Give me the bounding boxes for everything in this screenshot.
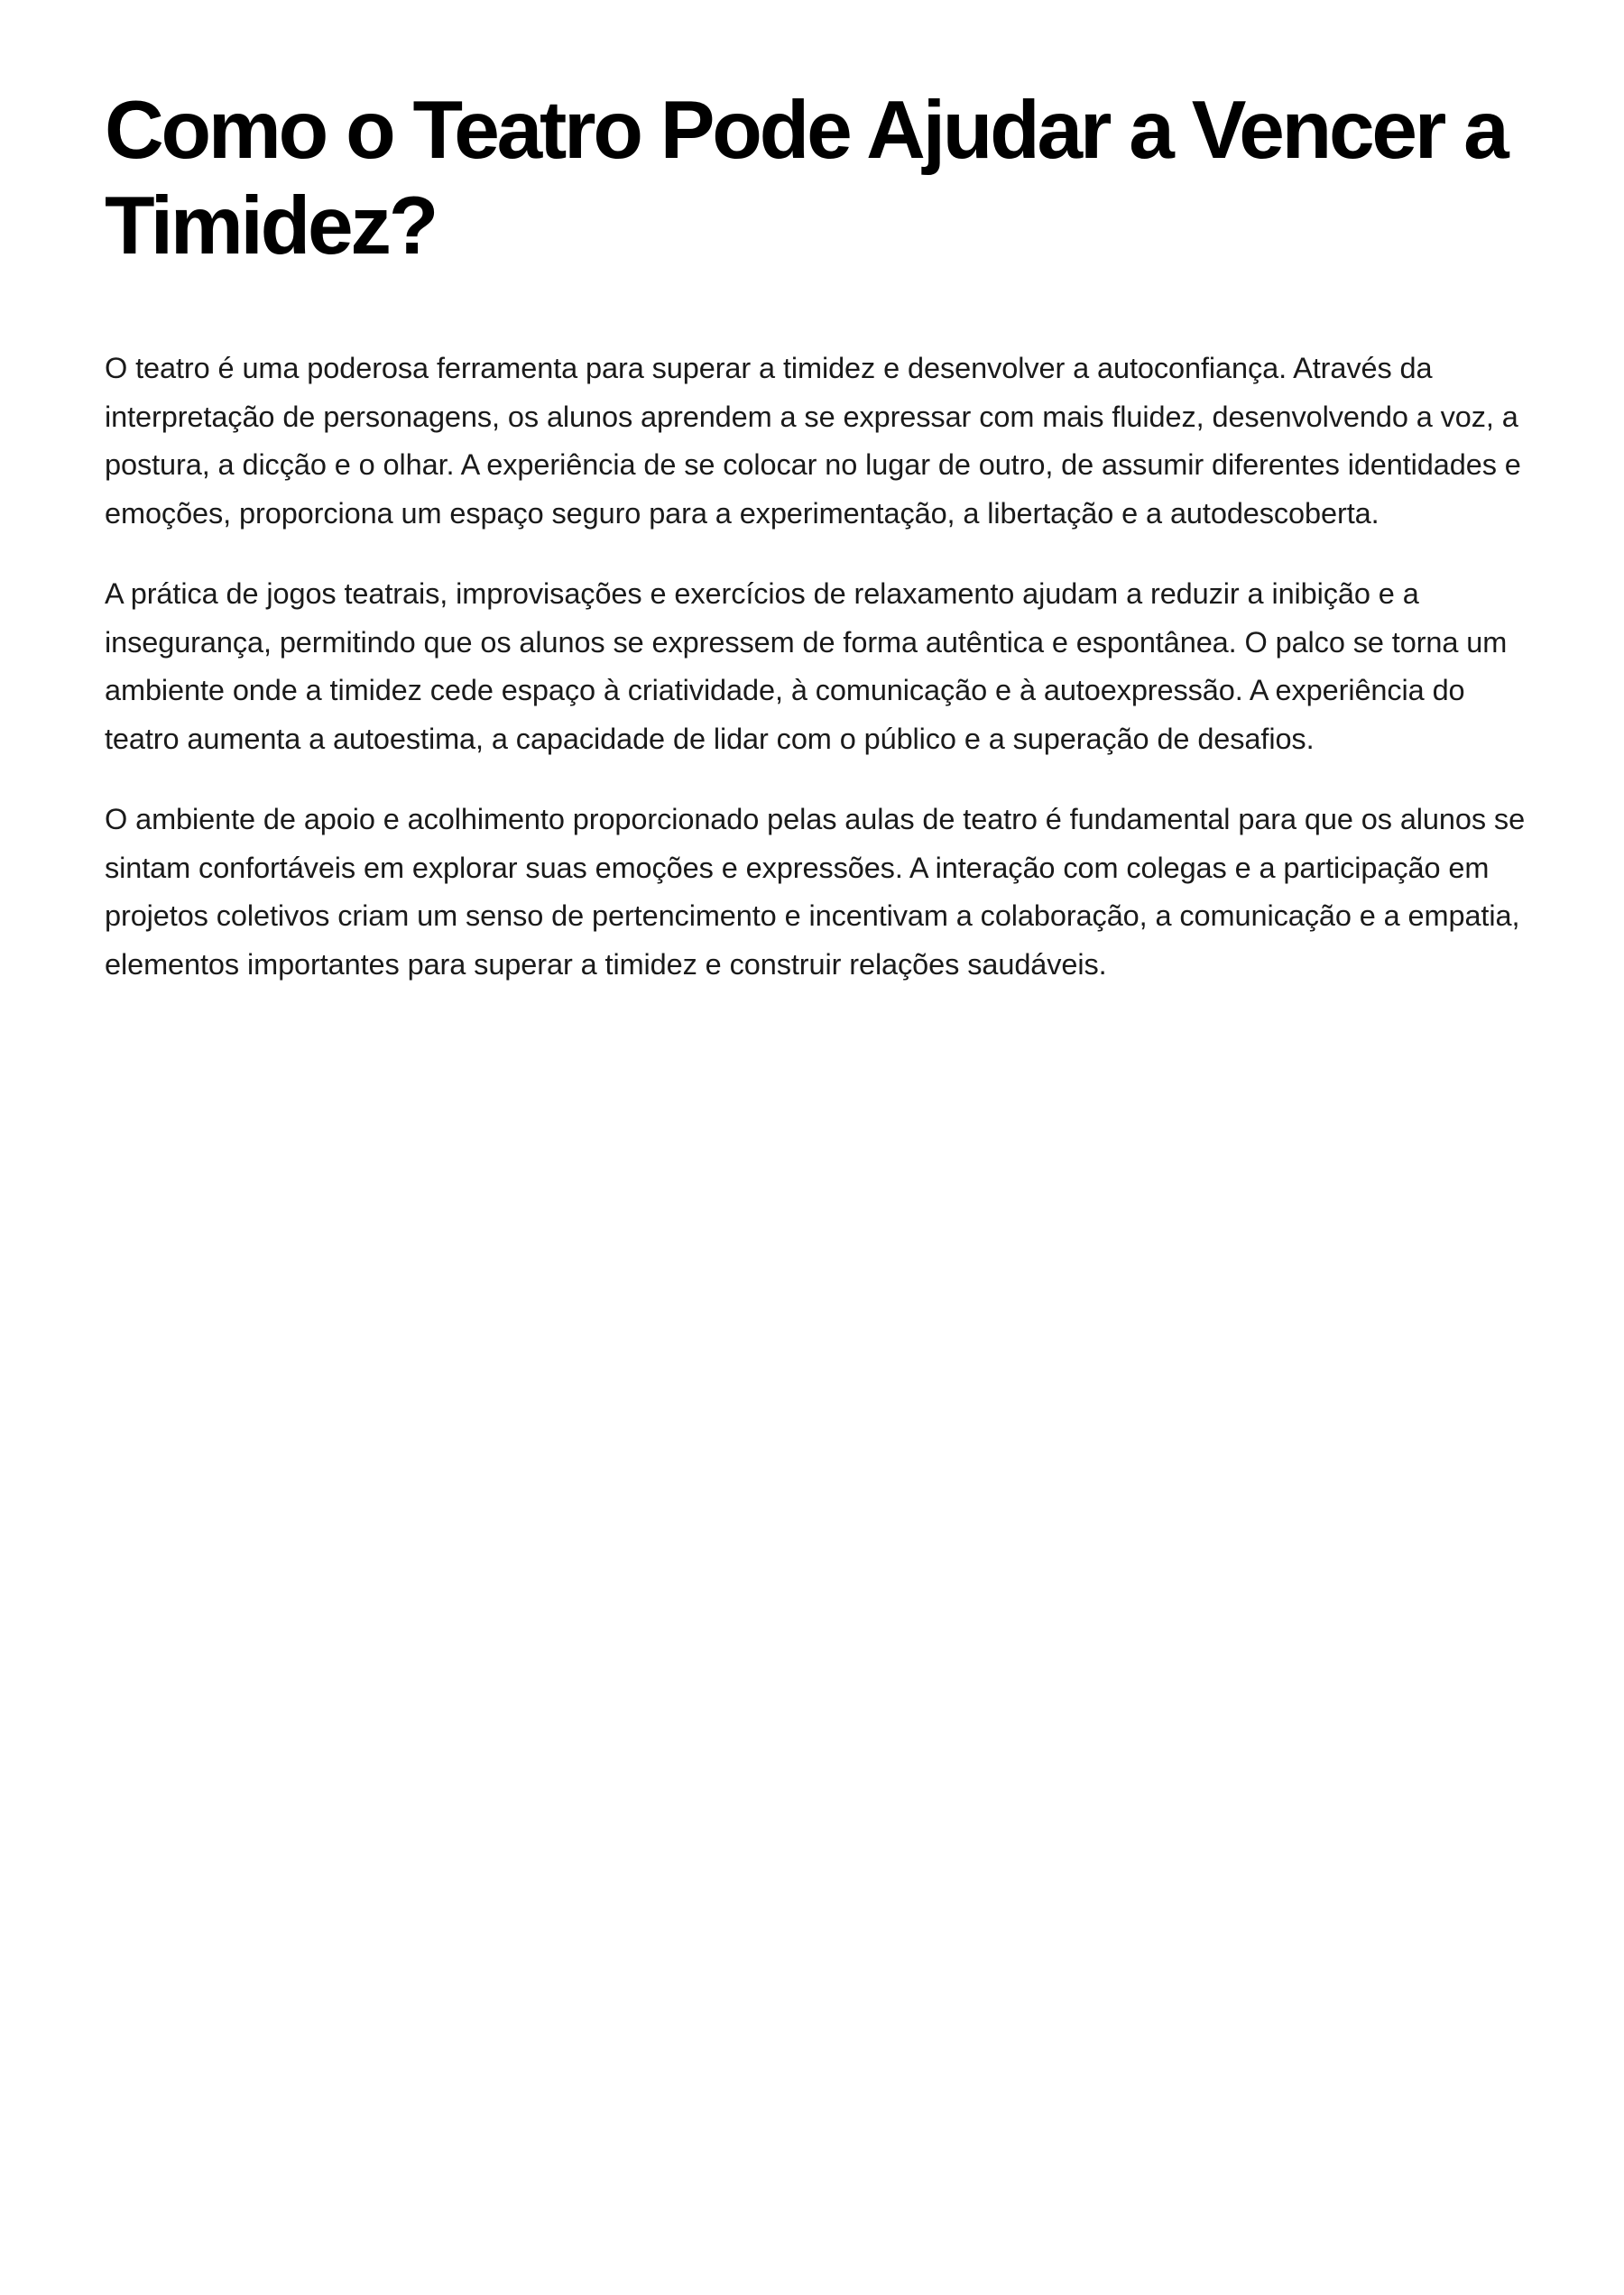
paragraph-2: A prática de jogos teatrais, improvisações e exercícios de relaxamento ajudam a reduzir a inibição e a insegurança, permitindo que os alunos se expressem de forma autêntica e espontânea. O palco se torna um ambiente onde a timidez cede espaço à criatividade, à comunicação e à autoexpressão. A experiência do teatro aumenta a autoestima, a capacidade de lidar com o público e a superação de desafios. [105,577,1508,755]
paragraph-1: O teatro é uma poderosa ferramenta para superar a timidez e desenvolver a autoconfiança. Através da interpretação de personagens, os alunos aprendem a se expressar com mais fluidez, desenvolvendo a voz, a postura, a dicção e o olhar. A experiência de se colocar no lugar de outro, de assumir diferentes identidades e emoções, proporciona um espaço seguro para a experimentação, a libertação e a autodescoberta. [105,352,1521,530]
page-title: Como o Teatro Pode Ajudar a Vencer a Timidez? [105,85,1507,272]
paragraph-3: O ambiente de apoio e acolhimento proporcionado pelas aulas de teatro é fundamental para que os alunos se sintam confortáveis em explorar suas emoções e expressões. A interação com colegas e a participação em projetos coletivos criam um senso de pertencimento e incentivam a colaboração, a comunicação e a empatia, elementos importantes para superar a timidez e construir relações saudáveis. [105,803,1526,981]
document-content [105,83,1534,989]
